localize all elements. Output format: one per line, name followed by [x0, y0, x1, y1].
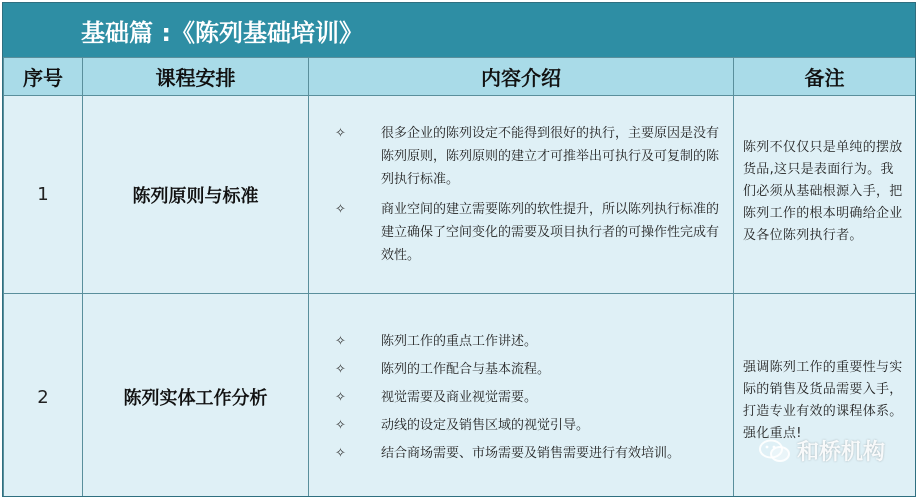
diamond-bullet-icon: ✧	[335, 389, 346, 405]
list-item-text: 商业空间的建立需要陈列的软性提升，所以陈列执行标准的建立确保了空间变化的需要及项目执行者的可操作性完成有效性。	[381, 202, 720, 263]
list-item-text: 视觉需要及商业视觉需要。	[381, 389, 538, 405]
list-item-text: 很多企业的陈列设定不能得到很好的执行，主要原因是没有陈列原则，陈列原则的建立才可推举出可执行及可复制的陈列执行标准。	[381, 126, 720, 187]
list-item	[335, 358, 721, 381]
table-row	[4, 96, 916, 294]
course-table	[3, 57, 916, 497]
list-item	[335, 414, 721, 437]
content-list	[309, 122, 733, 267]
header-note: 备注	[734, 58, 916, 96]
list-item-text: 动线的设定及销售区域的视觉引导。	[381, 417, 590, 433]
header-row	[4, 58, 916, 96]
note-text: 陈列不仅仅只是单纯的摆放货品,这只是表面行为。我们必须从基础根源入手，把陈列工作的根本明确给企业及各位陈列执行者。	[743, 139, 903, 243]
row-course: 陈列实体工作分析	[83, 294, 309, 498]
watermark	[759, 435, 885, 466]
list-item	[335, 330, 721, 353]
list-item	[335, 122, 721, 191]
table-frame	[2, 2, 916, 497]
header-course: 课程安排	[83, 58, 309, 96]
list-item	[335, 442, 721, 465]
content-list	[309, 330, 733, 465]
list-item-text: 陈列工作的重点工作讲述。	[381, 333, 538, 349]
page-title: 基础篇 :《陈列基础培训》	[3, 3, 915, 57]
row-note	[734, 294, 916, 498]
diamond-bullet-icon: ✧	[335, 361, 346, 377]
header-content: 内容介绍	[309, 58, 734, 96]
diamond-bullet-icon: ✧	[335, 202, 346, 217]
diamond-bullet-icon: ✧	[335, 333, 346, 349]
row-seq: 2	[4, 294, 83, 498]
diamond-bullet-icon: ✧	[335, 445, 346, 461]
watermark-text: 和桥机构	[796, 440, 885, 465]
list-item	[335, 198, 721, 267]
row-course: 陈列原则与标准	[83, 96, 309, 294]
list-item	[335, 386, 721, 409]
row-content	[309, 96, 734, 294]
row-seq: 1	[4, 96, 83, 294]
wechat-logo-icon	[759, 439, 791, 463]
row-note	[734, 96, 916, 294]
list-item-text: 陈列的工作配合与基本流程。	[381, 361, 551, 377]
diamond-bullet-icon: ✧	[335, 417, 346, 433]
header-seq: 序号	[4, 58, 83, 96]
row-content	[309, 294, 734, 498]
list-item-text: 结合商场需要、市场需要及销售需要进行有效培训。	[381, 445, 681, 461]
table-row	[4, 294, 916, 498]
note-text: 强调陈列工作的重要性与实际的销售及货品需要入手，打造专业有效的课程体系。强化重点!	[743, 360, 903, 441]
diamond-bullet-icon: ✧	[335, 126, 346, 141]
